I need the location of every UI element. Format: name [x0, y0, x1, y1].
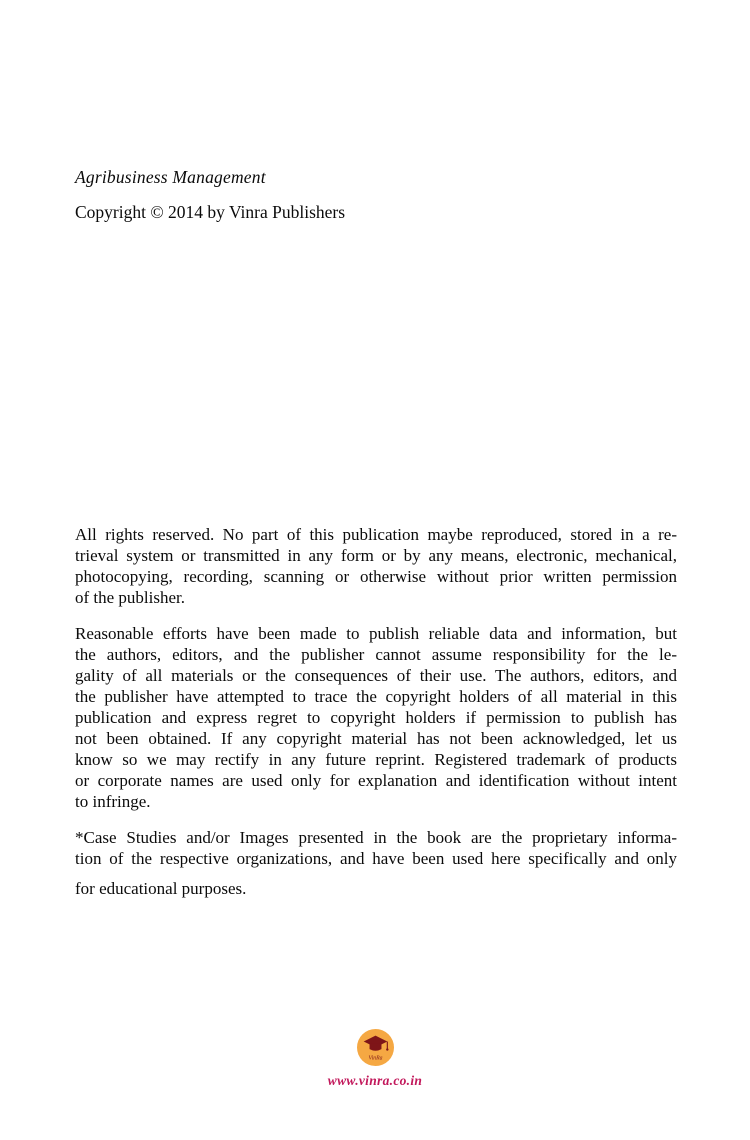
- text-line: photocopying, recording, scanning or otherwise without prior written permission: [75, 567, 677, 586]
- svg-text:VinRa: VinRa: [368, 1055, 382, 1062]
- text-line: the authors, editors, and the publisher cannot assume responsibility for the le-: [75, 645, 677, 664]
- text-line: All rights reserved. No part of this publication maybe reproduced, stored in a re-: [75, 525, 677, 544]
- case-studies-notice: [75, 827, 677, 869]
- text-line: gality of all materials or the consequences of their use. The authors, editors, and: [75, 666, 677, 685]
- publisher-website-url: www.vinra.co.in: [327, 1073, 423, 1088]
- text-line: trieval system or transmitted in any form or by any means, electronic, mechanical,: [75, 546, 677, 565]
- legal-notices: [75, 524, 677, 914]
- educational-purpose-line: [75, 878, 677, 899]
- text-line: not been obtained. If any copyright material has not been acknowledged, let us: [75, 729, 677, 748]
- publisher-footer: [0, 1029, 750, 1089]
- text-line: of the publisher.: [75, 588, 186, 607]
- vinra-publisher-logo-icon: [357, 1029, 394, 1066]
- copyright-line: Copyright © 2014 by Vinra Publishers: [75, 202, 346, 222]
- rights-notice: [75, 524, 677, 608]
- text-line: or corporate names are used only for explanation and identification without intent: [75, 771, 677, 790]
- text-line: Reasonable efforts have been made to publish reliable data and information, but: [75, 624, 677, 643]
- text-line: to infringe.: [75, 792, 151, 811]
- text-line: publication and express regret to copyright holders if permission to publish has: [75, 708, 677, 727]
- text-line: tion of the respective organizations, and have been used here specifically and only: [75, 849, 677, 868]
- text-line: the publisher have attempted to trace the copyright holders of all material in this: [75, 687, 677, 706]
- text-line: for educational purposes.: [75, 879, 247, 898]
- liability-notice: [75, 623, 677, 812]
- text-line: know so we may rectify in any future reprint. Registered trademark of products: [75, 750, 677, 769]
- text-line: *Case Studies and/or Images presented in the book are the proprietary informa-: [75, 828, 677, 847]
- book-title: Agribusiness Management: [75, 167, 266, 187]
